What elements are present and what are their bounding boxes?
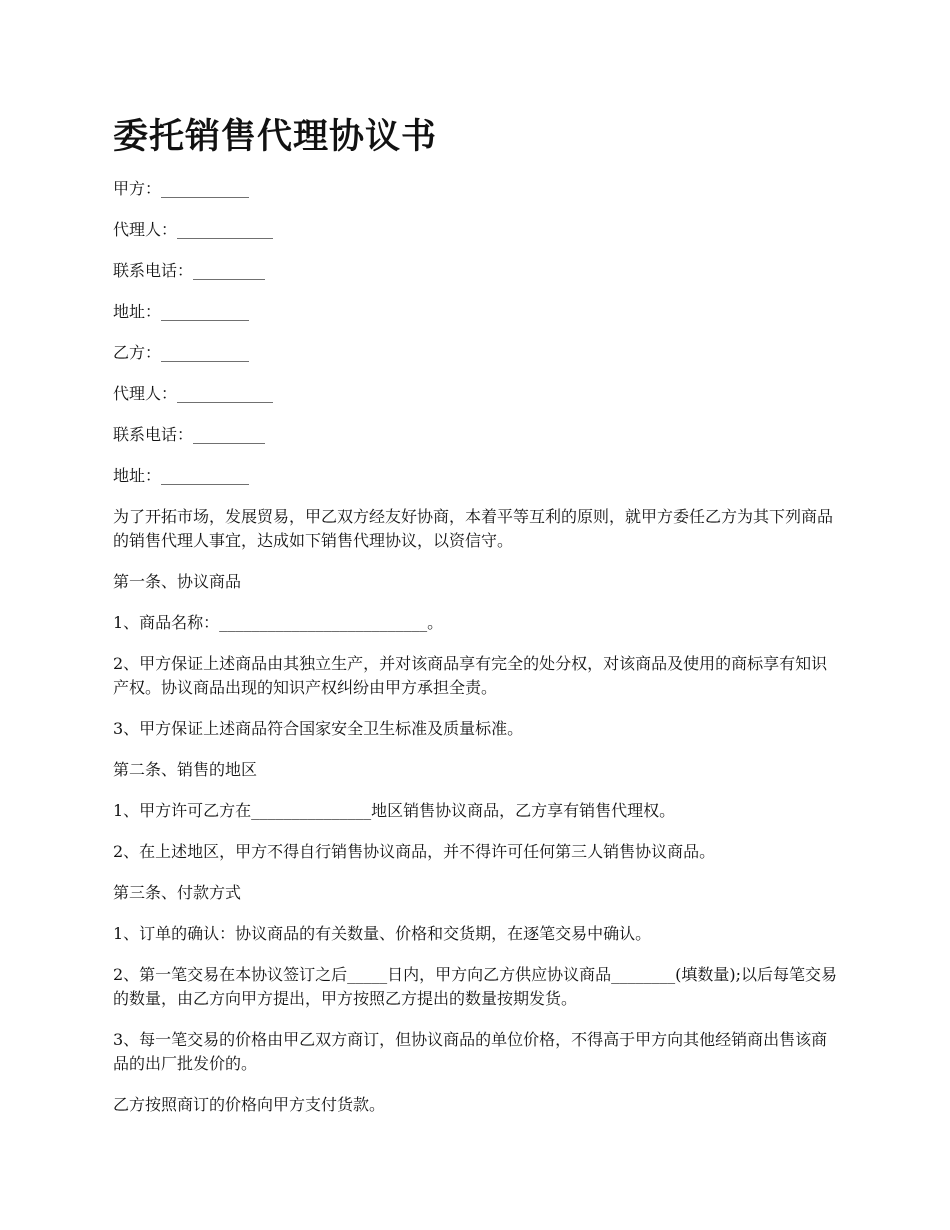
article-3-clause-1: 1、订单的确认：协议商品的有关数量、价格和交货期，在逐笔交易中确认。 [113,924,652,943]
article-1-heading: 第一条、协议商品 [113,572,242,591]
party-a-agent-field: 代理人：____________ [113,220,274,239]
party-a-field: 甲方：___________ [113,179,250,198]
article-1-clause-1: 1、商品名称：__________________________。 [113,613,444,632]
party-b-agent-field: 代理人：____________ [113,384,274,403]
article-2-clause-1: 1、甲方许可乙方在_______________地区销售协议商品，乙方享有销售代理权。 [113,801,676,820]
party-b-field: 乙方：___________ [113,343,250,362]
party-b-address-field: 地址：___________ [113,466,250,485]
article-2-clause-2: 2、在上述地区，甲方不得自行销售协议商品，并不得许可任何第三人销售协议商品。 [113,842,716,861]
preamble-paragraph: 为了开拓市场，发展贸易，甲乙双方经友好协商，本着平等互利的原则，就甲方委任乙方为其下列商品的销售代理人事宜，达成如下销售代理协议，以资信守。 [113,507,834,550]
party-b-phone-field: 联系电话：_________ [113,425,266,444]
document-title: 委托销售代理协议书 [113,116,438,157]
document-page [113,112,843,1134]
payment-paragraph: 乙方按照商订的价格向甲方支付货款。 [113,1095,386,1114]
article-2-heading: 第二条、销售的地区 [113,760,258,779]
party-a-address-field: 地址：___________ [113,302,250,321]
article-3-clause-3: 3、每一笔交易的价格由甲乙双方商订，但协议商品的单位价格，不得高于甲方向其他经销商出售该商品的出厂批发价的。 [113,1030,828,1073]
article-1-clause-3: 3、甲方保证上述商品符合国家安全卫生标准及质量标准。 [113,719,524,738]
article-3-heading: 第三条、付款方式 [113,883,242,902]
party-a-phone-field: 联系电话：_________ [113,261,266,280]
article-3-clause-2: 2、第一笔交易在本协议签订之后_____日内，甲方向乙方供应协议商品________(填数量);以后每笔交易的数量，由乙方向甲方提出，甲方按照乙方提出的数量按期发货。 [113,965,838,1008]
article-1-clause-2: 2、甲方保证上述商品由其独立生产，并对该商品享有完全的处分权，对该商品及使用的商标享有知识产权。协议商品出现的知识产权纠纷由甲方承担全责。 [113,654,828,697]
